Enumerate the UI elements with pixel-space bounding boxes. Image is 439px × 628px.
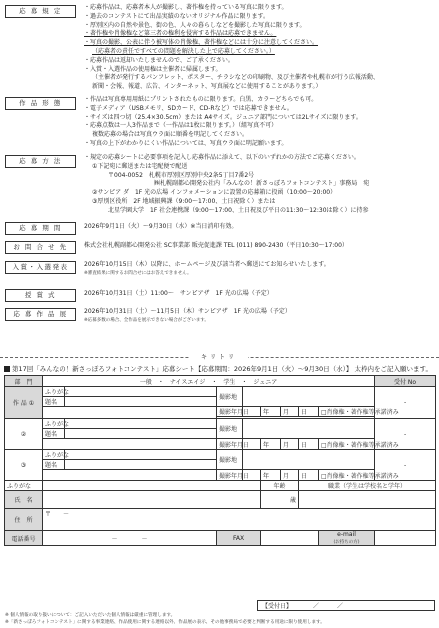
work3-place-field[interactable] [243, 450, 375, 470]
work2-place-field[interactable] [243, 419, 375, 439]
rules-line: （応募者の責任ですべての問題を解決した上で応募してください。） [92, 47, 275, 55]
address-field[interactable] [43, 509, 436, 531]
rules-line: ・応募作品は、応募者本人が撮影し、著作権を持っている写真に限ります。 [84, 4, 288, 11]
rules-line: ・入賞・入選作品の使用権は主催者に帰属します。 [84, 65, 222, 73]
email-note: (お持ちの方) [333, 540, 360, 545]
year-unit: 年 [261, 407, 281, 417]
name-field[interactable] [43, 491, 261, 509]
postal-mark: 〒 － [45, 511, 70, 518]
rules-text [84, 4, 433, 92]
receipt-dash-3: - [375, 450, 436, 481]
works-label: 作 品 ① [5, 387, 43, 419]
month-unit: 月 [281, 407, 299, 417]
age-unit: 歳 [289, 497, 296, 504]
email-field[interactable] [375, 531, 436, 546]
rights-checkbox[interactable]: □肖像権・著作権等承諾済み [319, 407, 375, 417]
work1-furigana-field[interactable] [65, 387, 217, 397]
date-label: 撮影年月日 [217, 439, 243, 450]
form-title [4, 364, 435, 373]
title-label: 題名 [43, 460, 65, 470]
place-label: 撮影地 [217, 450, 243, 470]
rules-line: 新聞・会報、報道、広告、インターネット、写真展などに使用することがあります。） [92, 83, 322, 91]
work3-title-field[interactable] [65, 460, 217, 470]
announce-line: 2026年10月15日（木）以降に、ホームページ及び該当者へ郵送にてお知らせいたします。 [84, 261, 330, 268]
work1-blank [43, 407, 217, 419]
method-text [84, 154, 433, 216]
year-unit: 年 [261, 470, 281, 481]
format-line: ・電子メディア（USBメモリ、SDカード、CD-Rなど）では応募できません。 [84, 104, 293, 112]
work3-label: ③ [5, 450, 43, 481]
phone-field[interactable]: － － [43, 531, 217, 546]
format-text [84, 96, 433, 149]
dept-label: 部 門 [5, 376, 43, 387]
work2-title-field[interactable] [65, 429, 217, 439]
receipt-label: 受付 No [375, 376, 436, 387]
name-furigana-field[interactable] [43, 481, 261, 491]
phone-label: 電話番号 [5, 531, 43, 546]
announce-text [84, 261, 433, 279]
date-label: 撮影年月日 [217, 470, 243, 481]
footnote-1: ※ 個人情報の取り扱いについて：ご記入いただいた個人情報は厳重に管理します。 [5, 613, 176, 618]
work2-blank [43, 439, 217, 450]
furigana-label: ふりがな [5, 481, 43, 491]
work3-blank [43, 470, 217, 481]
method-line: ①下記宛に郵送または宅配便で配送 [92, 162, 188, 170]
form-title-text: 第17回「みんなの！新さっぽろフォトコンテスト」応募シート【応募期間：2026年9月1日（火）～9月30日（水）】 太枠内をご記入願います。 [12, 365, 432, 373]
label-rules: 応 募 規 定 [5, 5, 76, 18]
rights-checkbox[interactable]: □肖像権・著作権等承諾済み [319, 470, 375, 481]
email-label-cell [319, 531, 375, 546]
age-field[interactable] [261, 491, 299, 509]
format-line: ・作品は写真専用用紙にプリントされたものに限ります。白黒、カラーどちらでも可。 [84, 96, 318, 103]
method-line: ㈱札幌副都心開発公社内「みんなの！新さっぽろフォトコンテスト」事務局 宛 [154, 180, 370, 188]
exhibit-note: ※応募多数の場合、全作品を展示できない場合がございます。 [84, 317, 209, 323]
square-bullet-icon [4, 366, 10, 372]
work2-label: ② [5, 419, 43, 450]
furigana-label: ふりがな [43, 387, 65, 397]
format-line: ・サイズは四つ切（25.4×30.5cm）または A4サイズ。ジュニア部門については2Lサイズに限ります。 [84, 113, 362, 121]
email-label: e-mail [337, 531, 356, 538]
receipt-dash-2: - [375, 419, 436, 450]
format-line: ・応募点数は一人3作品まで（一作品は1枚に限ります。）（組写真不可） [84, 122, 278, 130]
rules-line: ・応募作品は返却いたしませんので、ご了承ください。 [84, 56, 234, 64]
furigana-label: ふりがな [43, 419, 65, 429]
category-options[interactable]: 一般 ・ ナイスエイジ ・ 学生 ・ ジュニア [43, 376, 375, 387]
award-text: 2026年10月31日（土）11:00～ サンピアザ 1F 光の広場（予定） [84, 290, 273, 297]
method-line: ③厚別区役所 2F 地域振興課（9:00～17:00、土日祝除く）または [92, 197, 276, 205]
place-label: 撮影地 [217, 419, 243, 439]
name-label: 氏 名 [5, 491, 43, 509]
contact-text: 株式会社札幌副都心開発公社 SC事業部 販売促進課 TEL (011) 890-2430（平日10:30～17:00） [84, 242, 348, 249]
day-unit: 日 [299, 407, 319, 417]
label-announce: 入賞・入選発表 [5, 261, 76, 274]
rules-line: ・厚別区内の自然や景色、街の色、人々の暮らしなどを撮影した写真に限ります。 [84, 21, 306, 29]
job-field[interactable] [299, 491, 436, 509]
title-label: 題名 [43, 397, 65, 407]
place-label: 撮影地 [217, 387, 243, 407]
footnote-2: ※「新さっぽろフォトコンテスト」に関する事業連絡、作品使用に関する連絡以外、作品展の表示、その他事務局で必要と判断する用途に限り使用します。 [5, 620, 325, 625]
announce-note: ※審査結果に関するお問合せにはお答えできません。 [84, 270, 192, 276]
label-period: 応 募 期 間 [5, 222, 76, 235]
method-line: ・規定の応募シートに必要事項を記入し応募作品に添えて、以下のいずれかの方法でご応募ください。 [84, 154, 360, 161]
furigana-label: ふりがな [43, 450, 65, 460]
label-award: 授 賞 式 [5, 289, 76, 302]
method-line: 北星学園大学 1F 社会連携課（9:00～17:00、土日祝及び平日の11:30～12:30は除く）に持参 [108, 206, 369, 214]
day-unit: 日 [299, 439, 319, 450]
format-line: ・写真の上下がわかりにくい作品については、写真ウラ面に明記願います。 [84, 139, 288, 147]
month-unit: 月 [281, 470, 299, 481]
received-date-box: 【受付日】 ／ ／ [257, 600, 435, 611]
day-unit: 日 [299, 470, 319, 481]
fax-field[interactable] [261, 531, 319, 546]
cut-label: キリトリ [190, 352, 248, 361]
label-contact: お 問 合 せ 先 [5, 241, 76, 254]
rights-checkbox[interactable]: □肖像権・著作権等承諾済み [319, 439, 375, 450]
label-exhibit: 応 募 作 品 展 [5, 308, 76, 321]
exhibit-text [84, 308, 433, 326]
rules-line: ・写真の撮影、公表に伴う被写体の肖像権、著作権などには十分に注意してください。 [84, 39, 319, 47]
rules-line: （主催者が発行するパンフレット、ポスター、チラシなどの印刷物、及び主催者や札幌市が行う広報活動、 [92, 74, 379, 82]
method-line: 〒004-0052 札幌市厚別区厚別中央2条5丁目7番2号 [108, 171, 255, 179]
work1-place-field[interactable] [243, 387, 375, 407]
fax-label: FAX [217, 531, 261, 546]
entry-form-table [4, 375, 436, 546]
title-label: 題名 [43, 429, 65, 439]
receipt-dash-1: - [375, 387, 436, 419]
work3-furigana-field[interactable] [65, 450, 217, 460]
label-format: 作 品 形 態 [5, 97, 76, 110]
rules-line: ・過去のコンテストにて出品実績のないオリジナル作品に限ります。 [84, 12, 269, 20]
exhibit-line: 2026年10月31日（土）～11月5日（木）サンピアザ 1F 光の広場（予定） [84, 308, 291, 315]
age-label: 年齢 [261, 481, 299, 491]
month-unit: 月 [281, 439, 299, 450]
rules-line: ・著作権や肖像権など第三者の権利を侵害する作品は応募できません。 [84, 30, 277, 38]
work1-title-field[interactable] [65, 397, 217, 407]
date-label: 撮影年月日 [217, 407, 243, 417]
label-method: 応 募 方 法 [5, 155, 76, 168]
period-text: 2026年9月1日（火）～9月30日（水）※当日消印有効。 [84, 223, 238, 230]
format-line: 複数応募の場合は写真ウラ面に順番を明記してください。 [92, 131, 249, 139]
year-unit: 年 [261, 439, 281, 450]
job-label: 職業（学生は学校名と学年） [299, 481, 436, 491]
method-line: ②サンピア ダ 1F 光の広場 インフォメーションに設置の応募箱に投函（10:00～20:00） [92, 189, 337, 197]
work2-furigana-field[interactable] [65, 419, 217, 429]
address-label: 住 所 [5, 509, 43, 531]
